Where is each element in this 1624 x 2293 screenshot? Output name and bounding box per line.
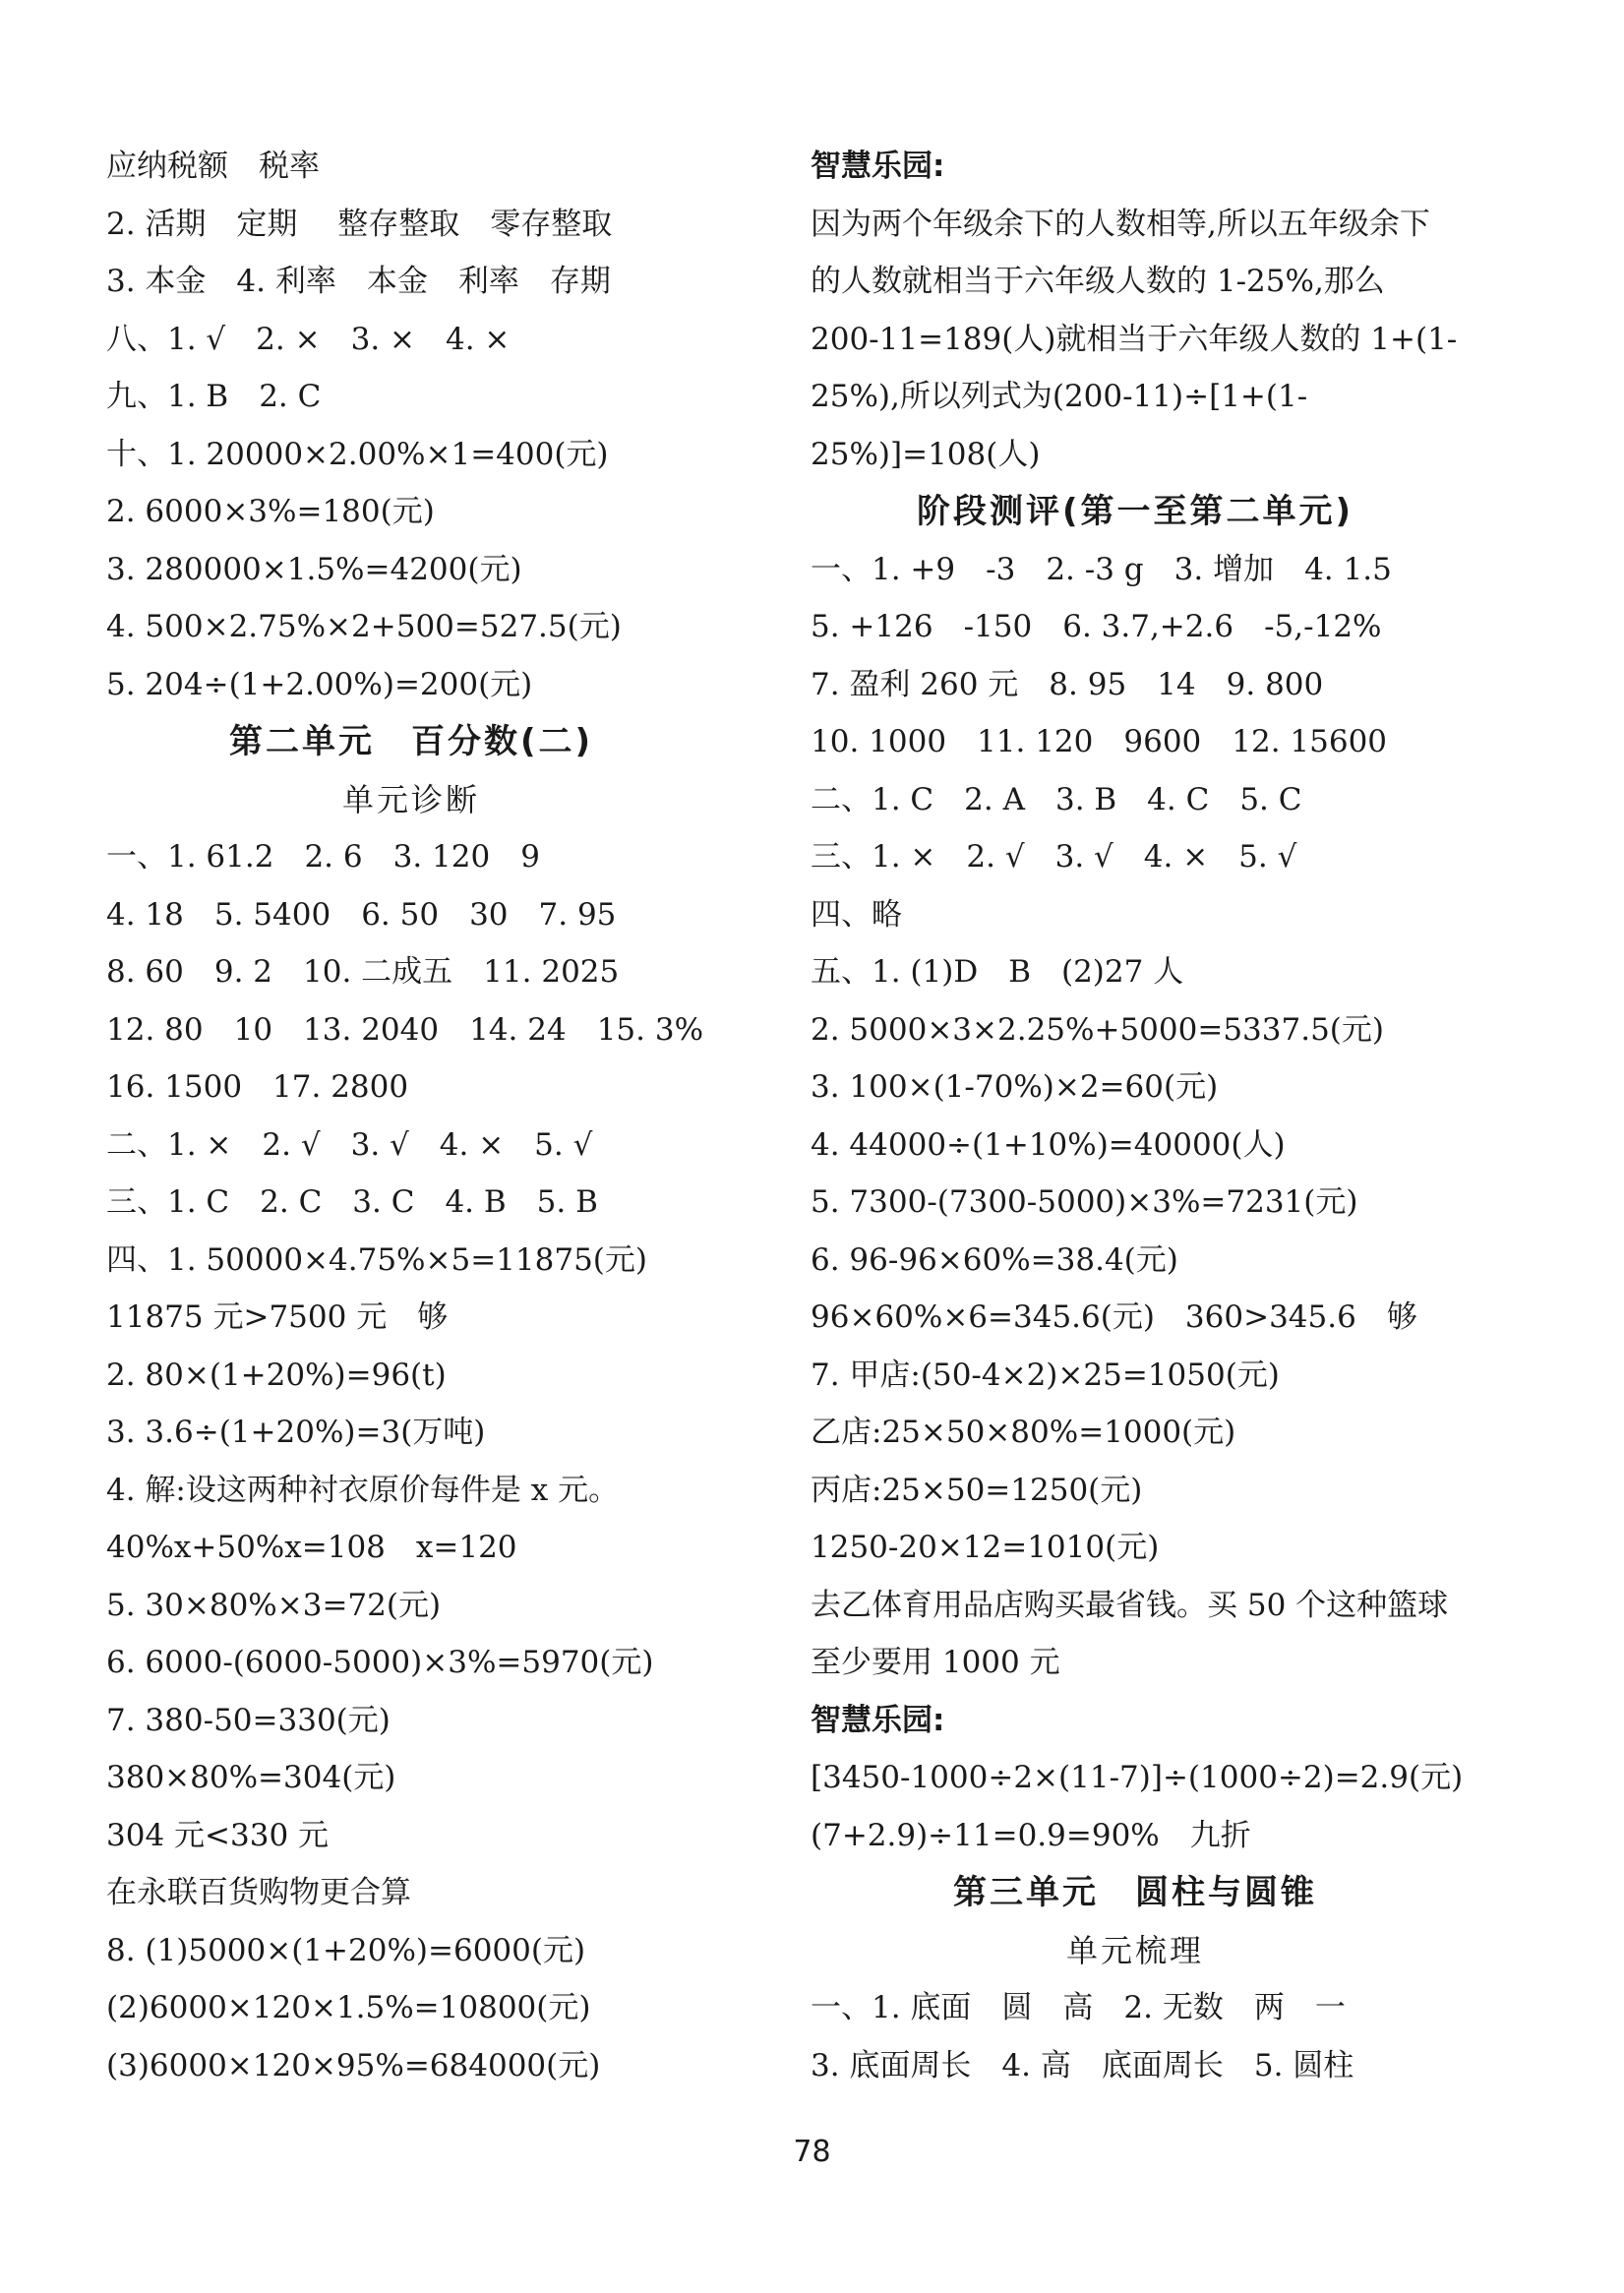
- section-title: 第三单元 圆柱与圆锥: [953, 1873, 1317, 1912]
- answer-line: 4. 解:设这两种衬衣原价每件是 x 元。: [106, 1472, 620, 1508]
- section-title: 阶段测评(第一至第二单元): [916, 492, 1354, 531]
- answer-line: 380×80%=304(元): [106, 1760, 396, 1795]
- answer-line: 4. 44000÷(1+10%)=40000(人): [811, 1126, 1286, 1163]
- answer-line: 二、1. C 2. A 3. B 4. C 5. C: [811, 781, 1302, 817]
- answer-line: 6. 6000-(6000-5000)×3%=5970(元): [106, 1645, 654, 1680]
- answer-line: 三、1. C 2. C 3. C 4. B 5. B: [106, 1184, 598, 1220]
- answer-line: 2. 活期 定期 整存整取 零存整取: [106, 206, 613, 242]
- answer-line: 4. 500×2.75%×2+500=527.5(元): [106, 609, 622, 644]
- answer-line: 一、1. +9 -3 2. -3 g 3. 增加 4. 1.5: [811, 551, 1392, 587]
- answer-line: 去乙体育用品店购买最省钱。买 50 个这种篮球至少要用 1000 元: [811, 1587, 1449, 1680]
- answer-line: (7+2.9)÷11=0.9=90% 九折: [811, 1817, 1251, 1853]
- answer-line: 四、1. 50000×4.75%×5=11875(元): [106, 1241, 647, 1278]
- answer-line: 因为两个年级余下的人数相等,所以五年级余下的人数就相当于六年级人数的 1-25%,那么 200-11=189(人)就相当于六年级人数的 1+(1-25%),所以列式为(200-11)÷[1+(1-25%)]=108(人): [811, 206, 1458, 472]
- section-title: 第二单元 百分数(二): [228, 722, 594, 761]
- answer-line: 4. 18 5. 5400 6. 50 30 7. 95: [106, 896, 617, 933]
- subsection-title: 单元梳理: [1065, 1931, 1204, 1969]
- answer-line: 16. 1500 17. 2800: [106, 1069, 409, 1105]
- answer-line: 3. 280000×1.5%=4200(元): [106, 551, 522, 587]
- answer-line: 3. 底面周长 4. 高 底面周长 5. 圆柱: [811, 2047, 1354, 2083]
- answer-line: 2. 5000×3×2.25%+5000=5337.5(元): [811, 1011, 1384, 1048]
- answer-line: 96×60%×6=345.6(元) 360>345.6 够: [811, 1299, 1417, 1335]
- answer-line: 在永联百货购物更合算: [106, 1875, 411, 1910]
- answer-line: 应纳税额 税率: [106, 149, 320, 184]
- answer-line: 11875 元>7500 元 够: [106, 1299, 449, 1335]
- answer-line: 智慧乐园:: [811, 149, 945, 184]
- answer-line: 1250-20×12=1010(元): [811, 1530, 1160, 1565]
- answer-line: 304 元<330 元: [106, 1817, 330, 1853]
- answer-line: (2)6000×120×1.5%=10800(元): [106, 1990, 591, 2025]
- answer-line: 三、1. × 2. √ 3. √ 4. × 5. √: [811, 839, 1297, 875]
- answer-line: 四、略: [811, 896, 902, 933]
- left-column: [106, 138, 716, 2094]
- answer-line: 2. 6000×3%=180(元): [106, 494, 435, 529]
- answer-line: 5. +126 -150 6. 3.7,+2.6 -5,-12%: [811, 609, 1382, 644]
- answer-line: 7. 甲店:(50-4×2)×25=1050(元): [811, 1357, 1280, 1393]
- answer-line: 5. 30×80%×3=72(元): [106, 1587, 442, 1623]
- answer-line: [3450-1000÷2×(11-7)]÷(1000÷2)=2.9(元): [811, 1760, 1464, 1795]
- subsection-title: 单元诊断: [341, 780, 480, 818]
- answer-line: 8. 60 9. 2 10. 二成五 11. 2025: [106, 954, 620, 990]
- right-column: [811, 138, 1464, 2094]
- answer-line: 智慧乐园:: [811, 1702, 945, 1738]
- answer-line: 一、1. 61.2 2. 6 3. 120 9: [106, 839, 540, 875]
- answer-line: 10. 1000 11. 120 9600 12. 15600: [811, 724, 1388, 759]
- answer-line: 7. 380-50=330(元): [106, 1702, 391, 1738]
- answer-line: 40%x+50%x=108 x=120: [106, 1530, 517, 1565]
- answer-line: 丙店:25×50=1250(元): [811, 1472, 1143, 1508]
- answer-line: 6. 96-96×60%=38.4(元): [811, 1241, 1178, 1278]
- answer-line: 一、1. 底面 圆 高 2. 无数 两 一: [811, 1990, 1346, 2025]
- answer-line: 3. 3.6÷(1+20%)=3(万吨): [106, 1415, 486, 1450]
- answer-line: 2. 80×(1+20%)=96(t): [106, 1357, 447, 1393]
- answer-line: 八、1. √ 2. × 3. × 4. ×: [106, 321, 511, 357]
- answer-line: 二、1. × 2. √ 3. √ 4. × 5. √: [106, 1126, 593, 1163]
- answer-line: 九、1. B 2. C: [106, 379, 322, 414]
- page-number: 78: [793, 2135, 831, 2169]
- answer-line: 3. 本金 4. 利率 本金 利率 存期: [106, 264, 611, 299]
- answer-line: 5. 7300-(7300-5000)×3%=7231(元): [811, 1184, 1358, 1220]
- answer-line: 5. 204÷(1+2.00%)=200(元): [106, 666, 533, 702]
- answer-line: 3. 100×(1-70%)×2=60(元): [811, 1069, 1219, 1105]
- answer-line: (3)6000×120×95%=684000(元): [106, 2047, 601, 2083]
- answer-line: 8. (1)5000×(1+20%)=6000(元): [106, 1932, 586, 1968]
- answer-line: 7. 盈利 260 元 8. 95 14 9. 800: [811, 666, 1324, 702]
- answer-line: 十、1. 20000×2.00%×1=400(元): [106, 436, 609, 472]
- answer-line: 乙店:25×50×80%=1000(元): [811, 1415, 1236, 1450]
- answer-line: 12. 80 10 13. 2040 14. 24 15. 3%: [106, 1011, 704, 1048]
- answer-line: 五、1. (1)D B (2)27 人: [811, 954, 1184, 990]
